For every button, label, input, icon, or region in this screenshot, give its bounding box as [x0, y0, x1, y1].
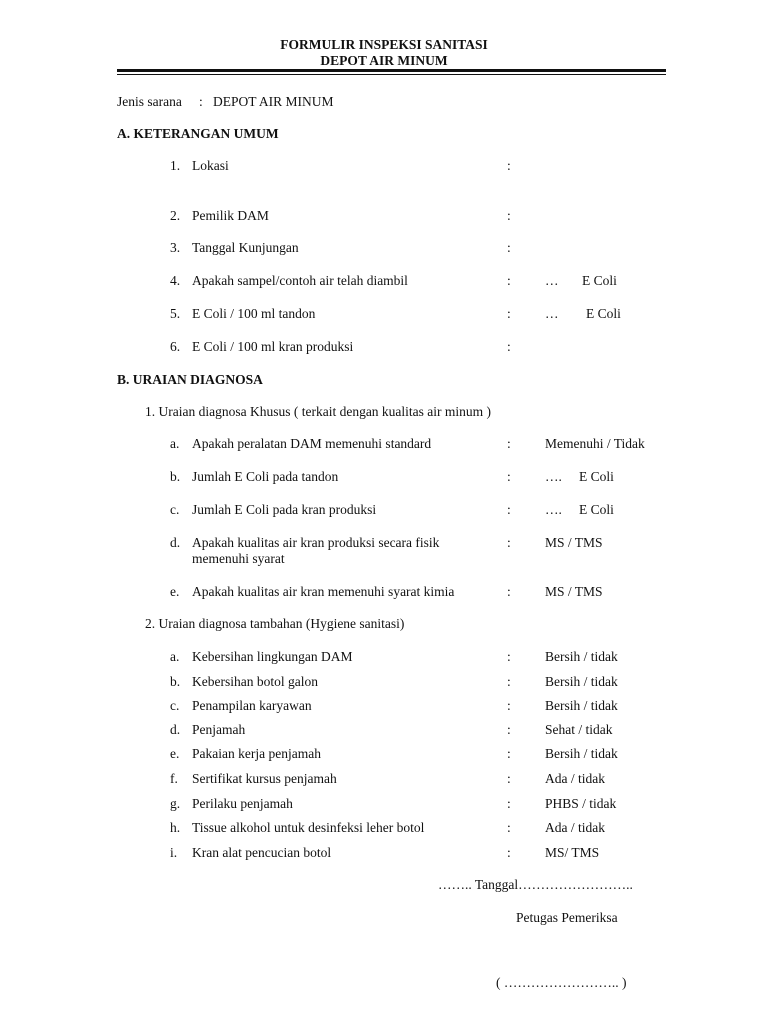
item-letter: b.: [170, 674, 181, 689]
item-colon: :: [507, 820, 511, 835]
item-colon: :: [507, 796, 511, 811]
item-colon: :: [507, 649, 511, 664]
item-value: Memenuhi / Tidak: [545, 436, 645, 451]
sub2-title: 2. Uraian diagnosa tambahan (Hygiene sanitasi): [145, 616, 405, 631]
item-label: Pemilik DAM: [192, 208, 269, 223]
item-colon: :: [507, 771, 511, 786]
item-unit: E Coli: [586, 306, 621, 321]
item-colon: :: [507, 502, 511, 517]
item-label: Kran alat pencucian botol: [192, 845, 332, 860]
signature-line: ( …………………….. ): [496, 975, 627, 990]
item-label: Penjamah: [192, 722, 246, 737]
item-colon: :: [507, 306, 511, 321]
item-letter: a.: [170, 649, 180, 664]
item-value: MS/ TMS: [545, 845, 600, 860]
item-colon: :: [507, 722, 511, 737]
item-letter: h.: [170, 820, 181, 835]
item-number: 6.: [170, 339, 181, 354]
item-letter: i.: [170, 845, 178, 860]
item-letter: a.: [170, 436, 180, 451]
jenis-value: DEPOT AIR MINUM: [213, 94, 334, 109]
item-value: ….: [545, 469, 562, 484]
item-letter: g.: [170, 796, 181, 811]
item-number: 5.: [170, 306, 181, 321]
item-label: Perilaku penjamah: [192, 796, 293, 811]
item-colon: :: [507, 436, 511, 451]
item-value: Ada / tidak: [545, 820, 605, 835]
item-value: Sehat / tidak: [545, 722, 613, 737]
item-unit: E Coli: [579, 502, 614, 517]
item-colon: :: [507, 240, 511, 255]
item-number: 1.: [170, 158, 181, 173]
item-label: E Coli / 100 ml tandon: [192, 306, 316, 321]
item-value: ….: [545, 502, 562, 517]
item-number: 2.: [170, 208, 181, 223]
item-label: Kebersihan botol galon: [192, 674, 318, 689]
section-b-title: B. URAIAN DIAGNOSA: [117, 372, 263, 387]
item-label: Penampilan karyawan: [192, 698, 312, 713]
item-value: Bersih / tidak: [545, 746, 618, 761]
title-rule-thin: [117, 74, 666, 75]
item-number: 4.: [170, 273, 181, 288]
item-colon: :: [507, 208, 511, 223]
jenis-label: Jenis sarana: [117, 94, 182, 109]
item-letter: d.: [170, 722, 181, 737]
item-label: Apakah kualitas air kran produksi secara fisik: [192, 535, 440, 550]
sub1-title: 1. Uraian diagnosa Khusus ( terkait dengan kualitas air minum ): [145, 404, 492, 419]
item-colon: :: [507, 746, 511, 761]
date-line: …….. Tanggal……………………..: [438, 877, 633, 892]
item-label: Tanggal Kunjungan: [192, 240, 299, 255]
item-colon: :: [507, 535, 511, 550]
item-label: Lokasi: [192, 158, 229, 173]
item-label: Tissue alkohol untuk desinfeksi leher botol: [192, 820, 425, 835]
item-colon: :: [507, 339, 511, 354]
form-title: FORMULIR INSPEKSI SANITASI: [280, 37, 488, 52]
item-colon: :: [507, 584, 511, 599]
item-label-continuation: memenuhi syarat: [192, 551, 285, 566]
item-value: MS / TMS: [545, 584, 603, 599]
item-unit: E Coli: [579, 469, 614, 484]
item-label: Jumlah E Coli pada tandon: [192, 469, 339, 484]
item-colon: :: [507, 158, 511, 173]
item-letter: d.: [170, 535, 181, 550]
item-label: Apakah kualitas air kran memenuhi syarat kimia: [192, 584, 455, 599]
item-label: Pakaian kerja penjamah: [192, 746, 321, 761]
item-colon: :: [507, 273, 511, 288]
jenis-colon: :: [199, 94, 203, 109]
officer-label: Petugas Pemeriksa: [516, 910, 618, 925]
item-label: Apakah sampel/contoh air telah diambil: [192, 273, 408, 288]
item-unit: E Coli: [582, 273, 617, 288]
section-a-title: A. KETERANGAN UMUM: [117, 126, 279, 141]
title-rule-thick: [117, 69, 666, 72]
item-letter: f.: [170, 771, 178, 786]
item-label: Jumlah E Coli pada kran produksi: [192, 502, 377, 517]
item-value: MS / TMS: [545, 535, 603, 550]
item-number: 3.: [170, 240, 181, 255]
form-subtitle: DEPOT AIR MINUM: [320, 53, 448, 68]
item-label: Apakah peralatan DAM memenuhi standard: [192, 436, 432, 451]
item-letter: e.: [170, 746, 180, 761]
item-label: Sertifikat kursus penjamah: [192, 771, 337, 786]
item-value: Ada / tidak: [545, 771, 605, 786]
item-value: PHBS / tidak: [545, 796, 617, 811]
item-colon: :: [507, 674, 511, 689]
item-colon: :: [507, 698, 511, 713]
item-value: …: [545, 306, 559, 321]
item-colon: :: [507, 845, 511, 860]
item-value: Bersih / tidak: [545, 649, 618, 664]
item-letter: c.: [170, 698, 180, 713]
item-value: Bersih / tidak: [545, 698, 618, 713]
item-letter: e.: [170, 584, 180, 599]
item-label: Kebersihan lingkungan DAM: [192, 649, 353, 664]
item-letter: b.: [170, 469, 181, 484]
item-colon: :: [507, 469, 511, 484]
item-value: …: [545, 273, 559, 288]
item-letter: c.: [170, 502, 180, 517]
item-value: Bersih / tidak: [545, 674, 618, 689]
item-label: E Coli / 100 ml kran produksi: [192, 339, 354, 354]
